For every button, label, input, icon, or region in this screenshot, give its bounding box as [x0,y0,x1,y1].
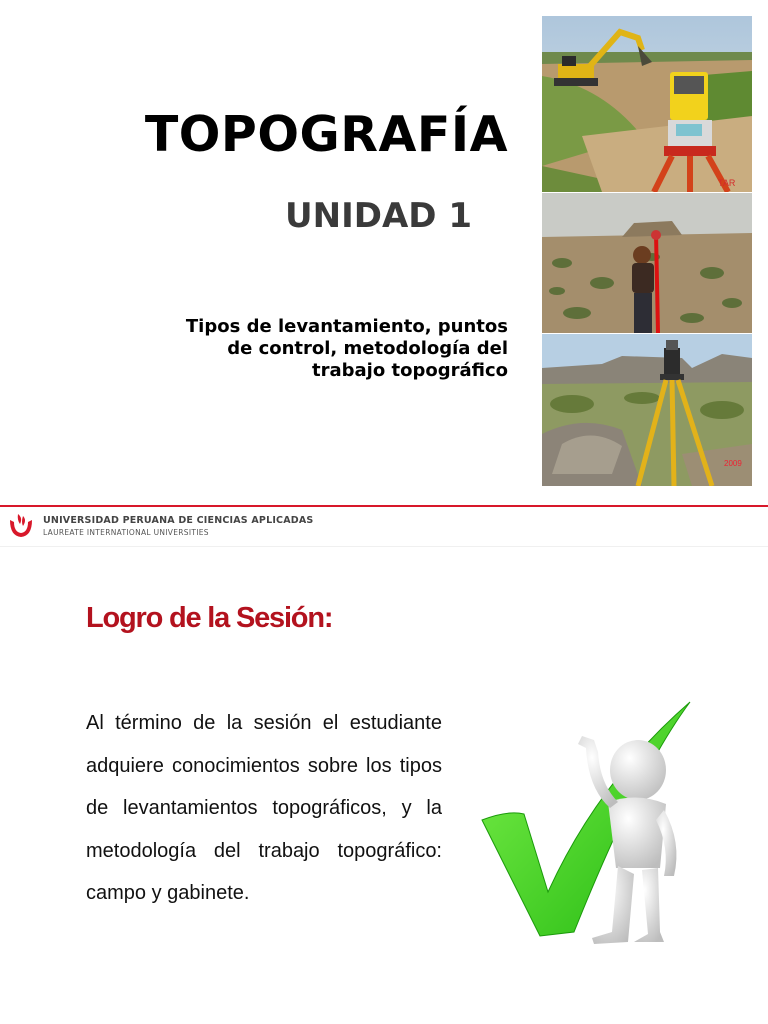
footer-divider [0,505,768,507]
surveyor-with-prism-pole-photo [542,193,752,333]
unit-label: UNIDAD 1 [285,196,472,236]
session-goal-heading: Logro de la Sesión: [86,602,333,634]
photo-stamp: 2009 [724,459,742,468]
subtitle-line: trabajo topográfico [312,360,508,381]
total-station-on-tripod-photo [542,334,752,486]
slide-title: TOPOGRAFÍA [144,106,508,163]
photo-stamp: TAR [718,178,736,188]
university-name: UNIVERSIDAD PERUANA DE CIENCIAS APLICADAS [43,515,314,526]
university-network: LAUREATE INTERNATIONAL UNIVERSITIES [43,528,209,537]
slide-subtitle [120,316,508,382]
slide-separator [0,546,768,547]
figure-with-green-checkmark-icon [478,692,708,954]
subtitle-line: de control, metodología del [227,338,508,359]
photo-strip [542,16,752,486]
excavator-total-station-photo [542,16,752,192]
subtitle-line: Tipos de levantamiento, puntos [185,316,508,337]
upc-logo-icon [6,510,36,540]
session-goal-text: Al término de la sesión el estudiante adquiere conocimientos sobre los tipos de levantamientos topográficos, y la metodología del trabajo topográfico: campo y gabinete. [86,712,442,904]
